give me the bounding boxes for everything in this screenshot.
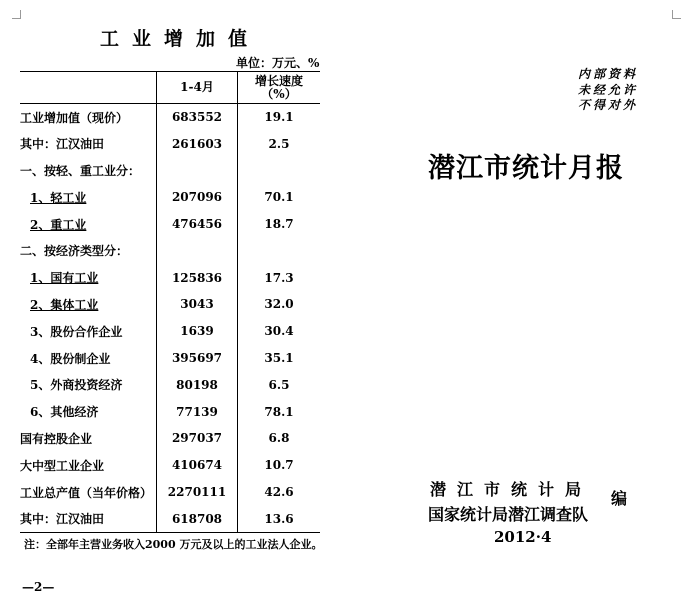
table-row: [20, 130, 320, 157]
row-label: [20, 505, 157, 532]
row-label: [20, 104, 157, 131]
row-value: 395697: [157, 345, 238, 372]
row-label: [20, 157, 157, 184]
table-header-row: [20, 72, 320, 104]
table-row: [20, 264, 320, 291]
table-row: [20, 104, 320, 131]
row-growth: [238, 237, 321, 264]
row-label-text: 工业总产值（当年价格）: [20, 485, 153, 500]
table-row: [20, 398, 320, 425]
header-period: 1-4月: [157, 72, 238, 104]
table-row: [20, 157, 320, 184]
row-label-text: 大中型工业企业: [20, 458, 105, 473]
row-value: 1639: [157, 318, 238, 345]
publisher-line-1: 潜江市统计局: [430, 480, 593, 499]
row-label-text: 2、重工业: [30, 217, 87, 232]
table-row: [20, 291, 320, 318]
row-label-text: 其中：江汉油田: [20, 137, 105, 152]
row-growth: 42.6: [264, 485, 294, 500]
row-label-text: 其中：江汉油田: [20, 512, 105, 527]
row-value: 476456: [157, 211, 238, 238]
header-growth-line2: （%）: [261, 86, 297, 101]
row-growth: 35.1: [264, 351, 294, 366]
table-row: [20, 184, 320, 211]
row-value: [157, 237, 238, 264]
header-growth: [238, 72, 321, 104]
row-value: 207096: [157, 184, 238, 211]
row-value: 3043: [157, 291, 238, 318]
unit-label: 单位：万元、%: [236, 56, 320, 70]
report-title: 潜江市统计月报: [428, 153, 624, 184]
table-row: [20, 237, 320, 264]
row-label: [20, 452, 157, 479]
header-growth-line1: 增长速度: [254, 73, 303, 88]
table-title: 工业增加值: [100, 28, 261, 50]
crop-mark-top-right: [672, 10, 681, 19]
stamp-line: 内部资料: [578, 67, 639, 81]
row-label-text: 2、集体工业: [30, 297, 99, 312]
row-label-text: 国有控股企业: [20, 431, 93, 446]
row-growth: 10.7: [264, 458, 294, 473]
table-row: [20, 425, 320, 452]
confidential-stamp: [578, 67, 638, 114]
row-label-text: 1、国有工业: [30, 271, 99, 286]
row-growth: 18.7: [264, 217, 294, 232]
row-value: 80198: [157, 371, 238, 398]
row-growth: 6.8: [268, 431, 290, 446]
row-growth: 19.1: [264, 110, 294, 125]
row-value: 410674: [157, 452, 238, 479]
row-value: 297037: [157, 425, 238, 452]
row-label: [20, 184, 157, 211]
row-value: 683552: [157, 104, 238, 131]
publication-date: 2012·4: [494, 528, 552, 546]
row-value: 125836: [157, 264, 238, 291]
table-footnote: 注：全部年主营业务收入2000 万元及以上的工业法人企业。: [24, 538, 323, 551]
row-label: [20, 211, 157, 238]
row-label-text: 一、按轻、重工业分：: [20, 163, 141, 178]
row-label-text: 工业增加值（现价）: [20, 110, 129, 125]
row-growth: 2.5: [268, 136, 290, 151]
row-value: 2270111: [157, 479, 238, 506]
row-label: [20, 264, 157, 291]
row-growth: 13.6: [238, 505, 321, 532]
row-growth: 17.3: [264, 270, 294, 285]
table-row: [20, 211, 320, 238]
row-label: [20, 291, 157, 318]
row-label: [20, 398, 157, 425]
row-label-text: 4、股份制企业: [30, 351, 111, 366]
row-label-text: 5、外商投资经济: [30, 378, 123, 393]
publisher-line-2: 国家统计局潜江调查队: [428, 505, 589, 524]
header-blank: [20, 72, 157, 104]
table-row: [20, 505, 320, 532]
row-value: 618708: [157, 505, 238, 532]
row-label: [20, 130, 157, 157]
row-label-text: 6、其他经济: [30, 405, 99, 420]
row-label: [20, 318, 157, 345]
page-number: —2—: [22, 580, 55, 594]
row-value: [157, 157, 238, 184]
crop-mark-top-left: [12, 10, 21, 19]
stamp-line: 不得对外: [578, 98, 639, 112]
row-growth: 6.5: [268, 377, 290, 392]
row-label: [20, 237, 157, 264]
row-label: [20, 425, 157, 452]
row-label-text: 1、轻工业: [30, 190, 87, 205]
row-label: [20, 371, 157, 398]
row-label-text: 二、按经济类型分：: [20, 244, 129, 259]
row-growth: [238, 157, 321, 184]
compiled-by-label: 编: [611, 489, 628, 508]
table-row: [20, 318, 320, 345]
row-label: [20, 479, 157, 506]
industry-value-table: [20, 71, 318, 533]
table-row: [20, 452, 320, 479]
table-row: [20, 479, 320, 506]
row-growth: 70.1: [264, 190, 294, 205]
row-value: 261603: [157, 130, 238, 157]
row-value: 77139: [157, 398, 238, 425]
table-row: [20, 371, 320, 398]
row-label: [20, 345, 157, 372]
table-row: [20, 345, 320, 372]
row-growth: 32.0: [264, 297, 294, 312]
row-label-text: 3、股份合作企业: [30, 324, 123, 339]
row-growth: 30.4: [264, 324, 294, 339]
row-growth: 78.1: [264, 404, 294, 419]
stamp-line: 未经允许: [578, 82, 639, 97]
